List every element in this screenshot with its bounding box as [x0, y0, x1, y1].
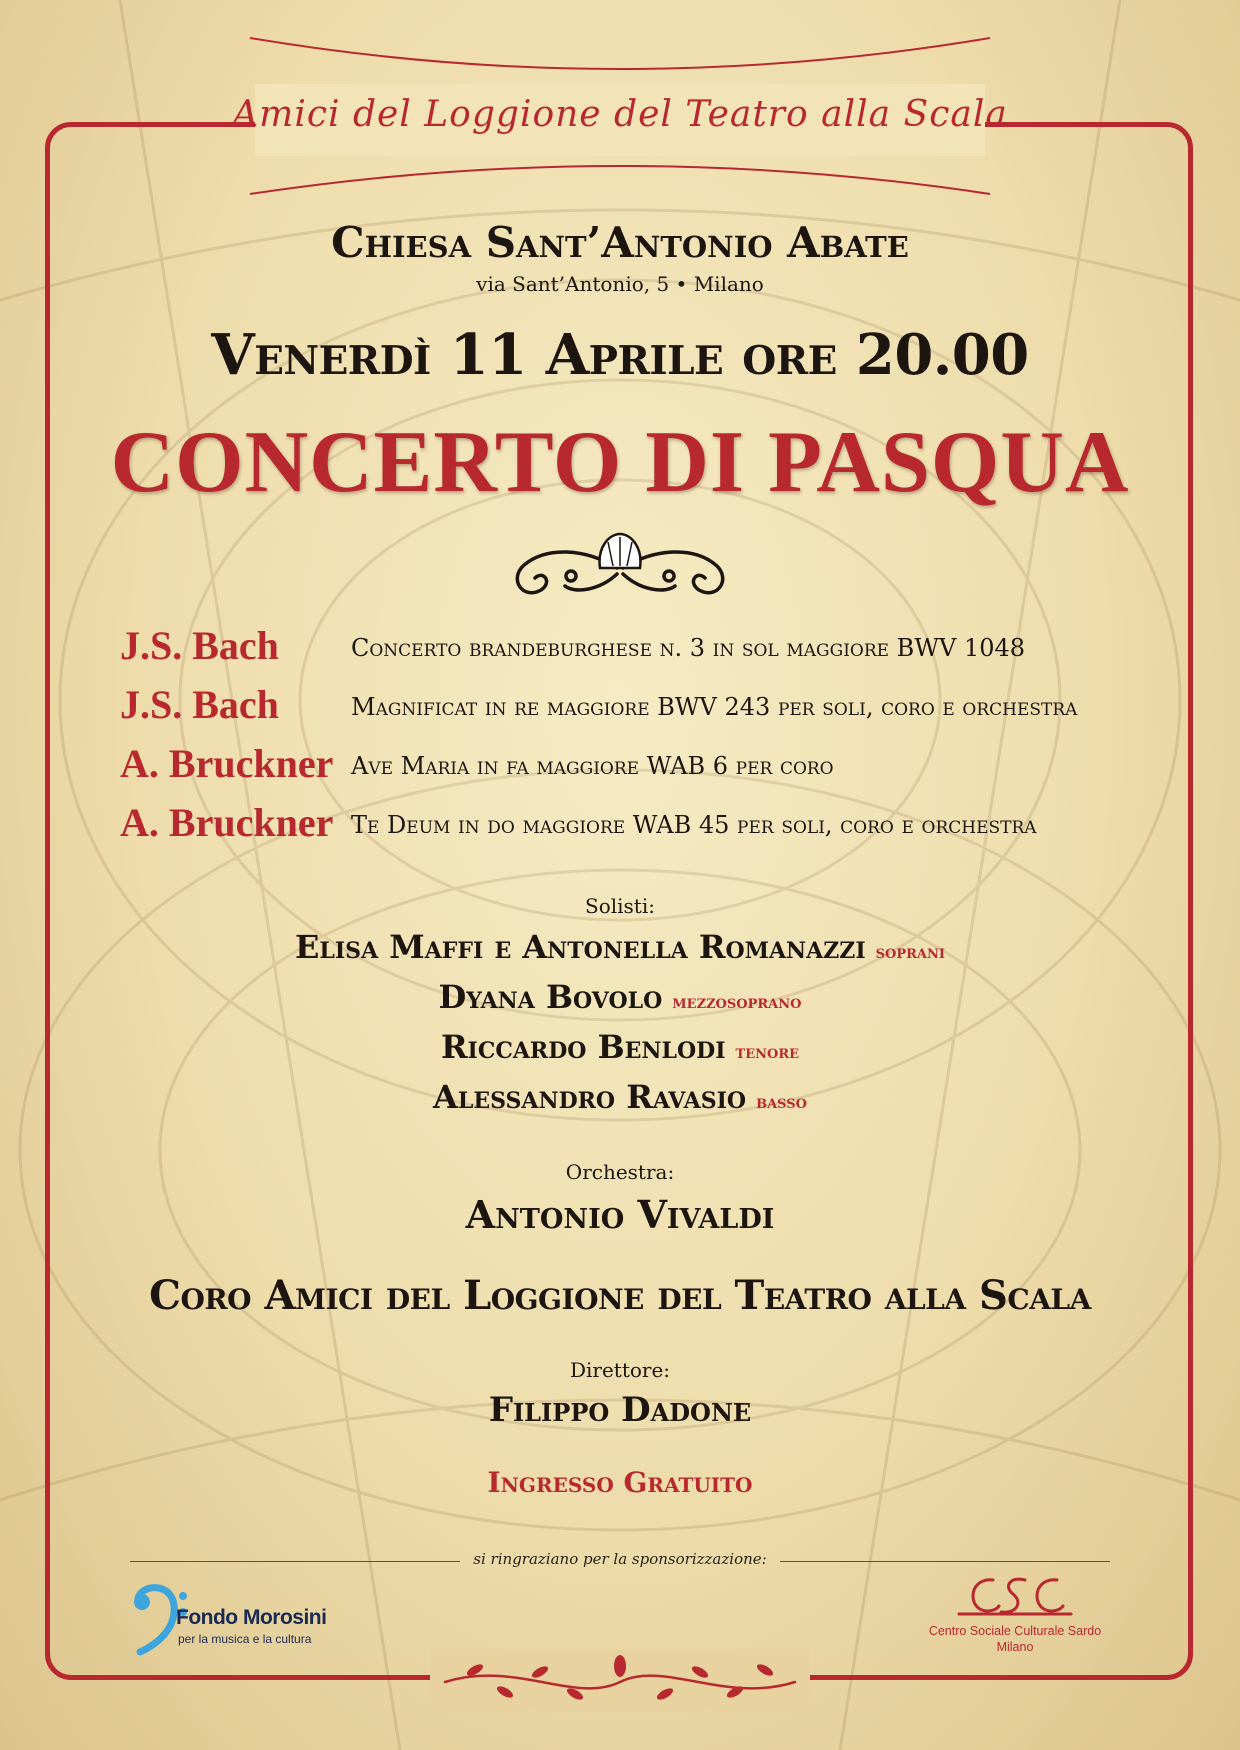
- venue-name: Chiesa Sant’Antonio Abate: [331, 218, 909, 267]
- program-row: [120, 740, 1140, 799]
- sponsor-thanks: si ringraziano per la sponsorizzazione:: [473, 1550, 767, 1568]
- director-label: Direttore:: [569, 1358, 671, 1382]
- voice-type: basso: [756, 1091, 807, 1113]
- orchestra-label: Orchestra:: [565, 1160, 675, 1184]
- sponsor-left-tagline: per la musica e la cultura: [178, 1632, 312, 1646]
- composer-name: J.S. Bach: [120, 623, 279, 668]
- choir-name: Coro Amici del Loggione del Teatro alla Scala: [149, 1272, 1091, 1319]
- csc-monogram-icon: [955, 1570, 1075, 1620]
- soloist-line: [0, 1028, 1240, 1066]
- program-list: [120, 622, 1140, 858]
- shell-flourish-icon: [505, 528, 735, 608]
- sponsor-right-name: Centro Sociale Culturale Sardo: [928, 1624, 1102, 1638]
- organization-title: Amici del Loggione del Teatro alla Scala: [232, 94, 1008, 135]
- fondo-morosini-logo: [128, 1578, 328, 1658]
- soloist-name: Riccardo Benlodi: [440, 1028, 726, 1066]
- soloist-line: [0, 978, 1240, 1016]
- work-title: Concerto brandeburghese n. 3 in sol maggiore BWV 1048: [351, 634, 1026, 662]
- top-arc-ornament: [240, 30, 1000, 70]
- composer-name: J.S. Bach: [120, 682, 279, 727]
- work-title: Te Deum in do maggiore WAB 45 per soli, coro e orchestra: [351, 811, 1037, 839]
- event-title: CONCERTO DI PASQUA: [110, 414, 1130, 511]
- soloist-name: Dyana Bovolo: [438, 978, 663, 1016]
- orchestra-name: Antonio Vivaldi: [465, 1192, 775, 1237]
- program-row: [120, 799, 1140, 858]
- event-date: Venerdì 11 Aprile ore 20.00: [211, 322, 1029, 388]
- venue-address: via Sant’Antonio, 5 • Milano: [476, 272, 764, 296]
- composer-name: A. Bruckner: [120, 741, 334, 786]
- soloists-label: Solisti:: [585, 894, 655, 918]
- director-name: Filippo Dadone: [488, 1390, 752, 1430]
- voice-type: soprani: [875, 941, 945, 963]
- work-title: Ave Maria in fa maggiore WAB 6 per coro: [351, 752, 834, 780]
- soloist-line: [0, 1078, 1240, 1116]
- sponsor-left-name: Fondo Morosini: [176, 1606, 327, 1629]
- centro-sociale-logo: [905, 1570, 1125, 1660]
- bottom-arc-ornament: [240, 158, 1000, 198]
- voice-type: mezzosoprano: [672, 991, 802, 1013]
- voice-type: tenore: [735, 1041, 800, 1063]
- admission-note: Ingresso Gratuito: [487, 1466, 753, 1499]
- soloist-line: [0, 928, 1240, 966]
- sponsor-right-city: Milano: [996, 1640, 1034, 1654]
- program-row: [120, 681, 1140, 740]
- work-title: Magnificat in re maggiore BWV 243 per soli, coro e orchestra: [351, 693, 1078, 721]
- soloist-name: Alessandro Ravasio: [433, 1078, 747, 1116]
- laurel-ornament-icon: [435, 1650, 805, 1712]
- soloist-name: Elisa Maffi e Antonella Romanazzi: [295, 928, 866, 966]
- composer-name: A. Bruckner: [120, 800, 334, 845]
- program-row: [120, 622, 1140, 681]
